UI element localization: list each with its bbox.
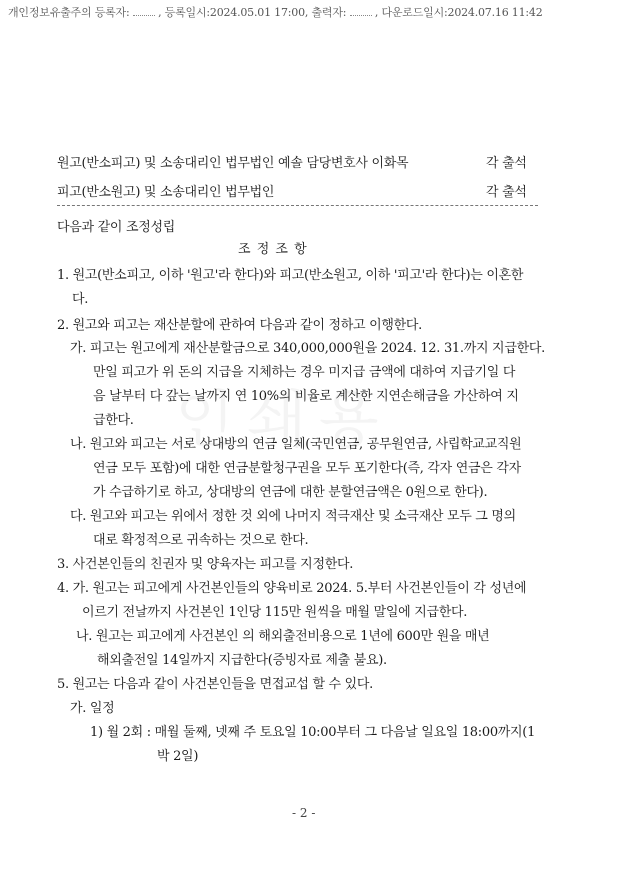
- body-line: 5. 원고는 다음과 같이 사건본인들을 면접교섭 할 수 있다.: [57, 677, 373, 692]
- body-line: 음 날부터 다 갚는 날까지 연 10%의 비율로 계산한 지연손해금을 가산하여 지: [93, 389, 519, 404]
- redacted-registrant: [133, 6, 155, 16]
- registrant-label: 개인정보유출주의 등록자:: [8, 6, 130, 19]
- body-line: 해외출전일 14일까지 지급한다(증빙자료 제출 불요).: [97, 653, 387, 668]
- body-line: 이르기 전날까지 사건본인 1인당 115만 원씩을 매월 말일에 지급한다.: [82, 605, 468, 620]
- body-line: 대로 확정적으로 귀속하는 것으로 한다.: [93, 533, 309, 548]
- intro-text: 다음과 같이 조정성립: [57, 220, 175, 235]
- body-line: 다. 원고와 피고는 위에서 정한 것 외에 나머지 적극재산 및 소극재산 모두 그 명의: [70, 509, 516, 524]
- body-line: 박 2일): [157, 749, 199, 764]
- body-line: 2. 원고와 피고는 재산분할에 관하여 다음과 같이 정하고 이행한다.: [57, 318, 423, 333]
- body-line: 가. 피고는 원고에게 재산분할금으로 340,000,000원을 2024. 12. 31.까지 지급한다.: [70, 341, 545, 356]
- page-number: - 2 -: [292, 806, 316, 820]
- body-line: 3. 사건본인들의 친권자 및 양육자는 피고를 지정한다.: [57, 557, 354, 572]
- redacted-printer: [350, 6, 372, 16]
- downloaded-at: , 다운로드일시:2024.07.16 11:42: [374, 6, 543, 19]
- attendance-status-2: 각 출석: [486, 185, 527, 200]
- body-line: 가. 일정: [70, 701, 115, 716]
- divider: [57, 205, 538, 206]
- body-line: 연금 모두 포함)에 대한 연금분할청구권을 모두 포기한다(즉, 각자 연금은 각자: [93, 461, 521, 476]
- attendance-party-1: 원고(반소피고) 및 소송대리인 법무법인 예솔 담당변호사 이화목: [57, 156, 409, 171]
- attendance-status-1: 각 출석: [486, 156, 527, 171]
- body-line: 만일 피고가 위 돈의 지급을 지체하는 경우 미지급 금액에 대하여 지급기일 다: [93, 365, 516, 380]
- attendance-party-2: 피고(반소원고) 및 소송대리인 법무법인: [57, 185, 275, 200]
- body-line: 1) 월 2회 : 매월 둘째, 넷째 주 토요일 10:00부터 그 다음날 일요일 18:00까지(1: [90, 725, 536, 740]
- section-title: 조 정 조 항: [238, 242, 308, 257]
- body-line: 4. 가. 원고는 피고에게 사건본인들의 양육비로 2024. 5.부터 사건본인들이 각 성년에: [57, 581, 527, 596]
- body-line: 다.: [72, 292, 89, 307]
- body-line: 나. 원고는 피고에게 사건본인 의 해외출전비용으로 1년에 600만 원을 매년: [76, 629, 490, 644]
- body-line: 급한다.: [93, 413, 134, 428]
- document-header: [8, 4, 543, 20]
- body-line: 가 수급하기로 하고, 상대방의 연금에 대한 분할연금액은 0원으로 한다).: [93, 485, 488, 500]
- registered-at: , 등록일시:2024.05.01 17:00, 출력자:: [158, 6, 347, 19]
- body-line: 나. 원고와 피고는 서로 상대방의 연금 일체(국민연금, 공무원연금, 사립학교교직원: [70, 437, 522, 452]
- body-line: 1. 원고(반소피고, 이하 '원고'라 한다)와 피고(반소원고, 이하 '피고'라 한다)는 이혼한: [57, 268, 524, 283]
